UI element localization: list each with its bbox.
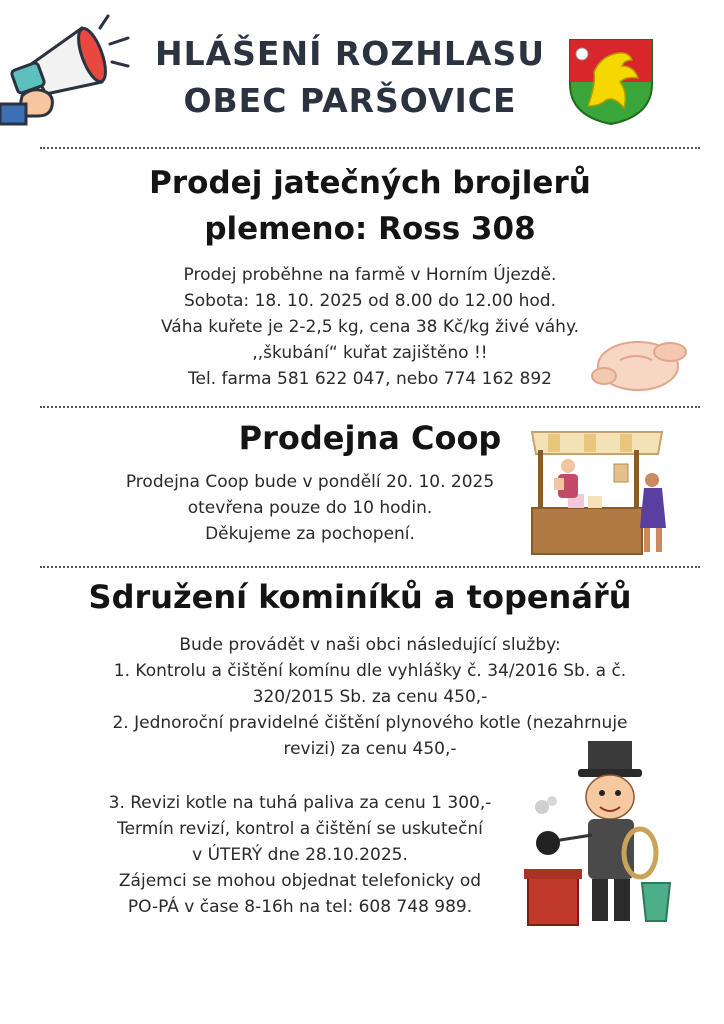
section-heading-brojleri [70,160,670,252]
chicken-icon [590,330,690,395]
text-line: PO-PÁ v čase 8-16h na tel: 608 748 989. [127,897,473,917]
text-line: Váha kuřete je 2-2,5 kg, cena 38 Kč/kg živé váhy. [160,317,579,337]
text-line: Zájemci se mohou objednat telefonicky od [118,871,482,891]
text-line: Termín revizí, kontrol a čištění se uskuteční [117,819,483,839]
title-line-2: OBEC PARŠOVICE [183,81,517,120]
text-line: Prodejna Coop bude v pondělí 20. 10. 2025 [125,472,495,492]
divider-2 [40,406,700,408]
divider-3 [40,566,700,568]
text-line: revizi) za cenu 450,- [283,739,457,759]
text-line: otevřena pouze do 10 hodin. [187,498,433,518]
megaphone-icon [0,10,140,130]
section-body-kominici-2 [70,790,530,920]
text-line: 3. Revizi kotle na tuhá paliva za cenu 1 300,- [108,793,492,813]
text-line: Sobota: 18. 10. 2025 od 8.00 do 12.00 hod. [183,291,557,311]
chimney-sweep-icon [508,735,673,930]
text-line: v ÚTERÝ dne 28.10.2025. [192,845,408,865]
text-line: Prodej proběhne na farmě v Horním Újezdě. [183,265,557,285]
divider-1 [40,147,700,149]
section-body-coop [100,469,520,547]
heading-line-2: plemeno: Ross 308 [204,211,536,247]
text-line: 2. Jednoroční pravidelné čištění plynového kotle (nezahrnuje [112,713,628,733]
section-heading-coop: Prodejna Coop [238,419,502,457]
text-line: Bude provádět v naši obci následující služby: [179,635,561,655]
title-line-1: HLÁŠENÍ ROZHLASU [154,34,546,73]
section-heading-kominici: Sdružení kominíků a topenářů [88,578,632,616]
heading-line-1: Prodej jatečných brojlerů [149,165,591,201]
text-line: ,,škubání“ kuřat zajištěno !! [252,343,488,363]
section-body-brojleri [120,262,620,392]
text-line: Děkujeme za pochopení. [205,524,415,544]
coat-of-arms-icon [566,36,656,126]
page-title [150,30,550,124]
text-line: 320/2015 Sb. za cenu 450,- [252,687,488,707]
market-stall-icon [528,428,688,558]
text-line: Tel. farma 581 622 047, nebo 774 162 892 [188,369,552,389]
text-line: 1. Kontrolu a čištění komínu dle vyhlášky č. 34/2016 Sb. a č. [113,661,627,681]
